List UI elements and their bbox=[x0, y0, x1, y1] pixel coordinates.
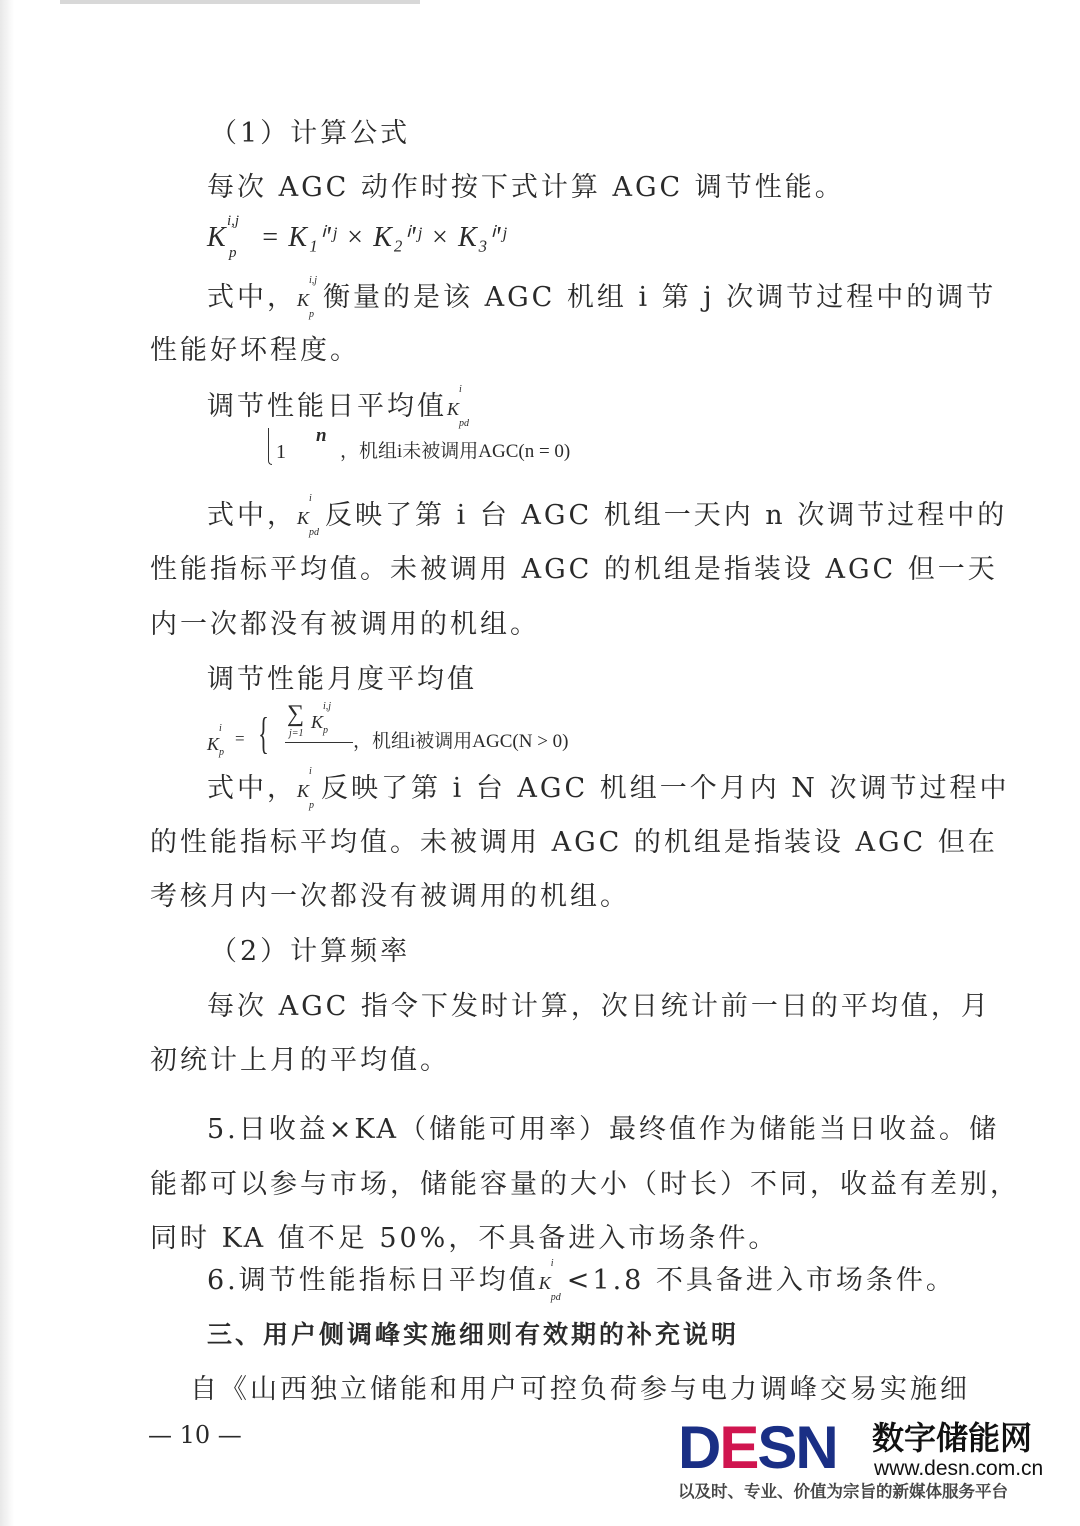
calc-frequency-line2: 初统计上月的平均值。 bbox=[150, 1045, 450, 1076]
item6-line: 6.调节性能指标日平均值K i pd <1.8 不具备进入市场条件。 bbox=[207, 1258, 956, 1303]
brace: { bbox=[258, 709, 269, 758]
kp-month-symbol: K i p bbox=[207, 723, 224, 758]
formula-main bbox=[207, 213, 508, 261]
section3-heading: 三、用户侧调峰实施细则有效期的补充说明 bbox=[207, 1320, 740, 1349]
kp-symbol: K i,j p bbox=[297, 275, 318, 320]
scan-edge-shadow bbox=[0, 0, 14, 1526]
kpd-symbol: K i pd bbox=[447, 384, 469, 429]
logo-site-name: 数字储能网 bbox=[872, 1419, 1033, 1457]
kpd-description-line1: 式中，K i pd 反映了第 i 台 AGC 机组一天内 n 次调节过程中的 bbox=[207, 493, 1008, 538]
formula-main-rhs: = K₁ⁱ'ʲ × K₂ⁱ'ʲ × K₃ⁱ'ʲ bbox=[260, 222, 508, 253]
brace bbox=[268, 428, 272, 465]
section3-text: 自《山西独立储能和用户可控负荷参与电力调峰交易实施细 bbox=[190, 1374, 970, 1405]
calc-frequency-line1: 每次 AGC 指令下发时计算，次日统计前一日的平均值，月 bbox=[207, 991, 991, 1022]
monthly-avg-formula: K i p = { ∑ K i,j p j=1 ，机组i被调用AGC(N > 0) bbox=[207, 701, 569, 758]
page-number: — 10 — bbox=[148, 1421, 242, 1449]
item5-line3: 同时 KA 值不足 50%，不具备进入市场条件。 bbox=[150, 1223, 779, 1254]
kpd-symbol: K i pd bbox=[297, 493, 319, 538]
calc-formula-heading: （1）计算公式 bbox=[210, 118, 411, 149]
monthly-avg-heading: 调节性能月度平均值 bbox=[207, 664, 477, 695]
logo-url: www.desn.com.cn bbox=[874, 1457, 1044, 1480]
scan-top-mark bbox=[60, 0, 420, 4]
kp-symbol: K i p bbox=[297, 766, 314, 811]
kpd-symbol: K i pd bbox=[538, 1258, 561, 1303]
calc-intro: 每次 AGC 动作时按下式计算 AGC 调节性能。 bbox=[207, 172, 845, 203]
kp-ij-symbol: K i,j p bbox=[311, 701, 332, 736]
kp-ij-symbol: K i,j p bbox=[207, 213, 240, 261]
kpd-description-line2: 性能指标平均值。未被调用 AGC 的机组是指装设 AGC 但一天 bbox=[150, 554, 998, 585]
kp-description-line2: 性能好坏程度。 bbox=[150, 335, 360, 366]
kp-month-description-line3: 考核月内一次都没有被调用的机组。 bbox=[150, 881, 630, 912]
fraction-bar bbox=[285, 742, 353, 743]
kp-month-description-line2: 的性能指标平均值。未被调用 AGC 的机组是指装设 AGC 但在 bbox=[150, 827, 998, 858]
kp-description-line1: 式中，K i,j p 衡量的是该 AGC 机组 i 第 j 次调节过程中的调节 bbox=[207, 275, 997, 320]
desn-logo-letters: DESN bbox=[678, 1414, 837, 1481]
kpd-description-line3: 内一次都没有被调用的机组。 bbox=[150, 609, 540, 640]
daily-avg-heading: 调节性能日平均值K i pd bbox=[207, 384, 469, 429]
kp-month-description-line1: 式中，K i p 反映了第 i 台 AGC 机组一个月内 N 次调节过程中 bbox=[207, 766, 1010, 811]
calc-frequency-heading: （2）计算频率 bbox=[210, 936, 411, 967]
item5-line1: 5.日收益×KA（储能可用率）最终值作为储能当日收益。储 bbox=[207, 1114, 999, 1145]
item5-line2: 能都可以参与市场，储能容量的大小（时长）不同，收益有差别， bbox=[150, 1169, 1020, 1200]
logo-slogan: 以及时、专业、价值为宗旨的新媒体服务平台 bbox=[678, 1482, 1008, 1501]
